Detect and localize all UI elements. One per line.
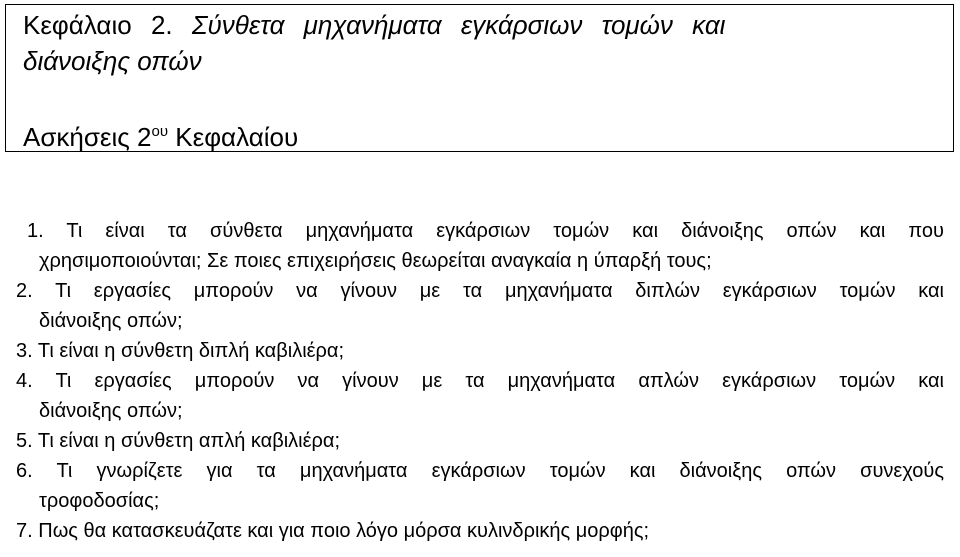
question-number: 6. — [16, 460, 33, 482]
chapter-title-line-1 — [23, 10, 725, 40]
question-line — [16, 366, 944, 396]
chapter-header-box — [5, 4, 954, 152]
question-line — [16, 456, 944, 486]
chapter-number: 2. — [150, 10, 173, 40]
chapter-title-line-2 — [23, 46, 202, 76]
question-item — [16, 276, 944, 336]
question-continuation: χρησιμοποιούνται; Σε ποιες επιχειρήσεις θεωρείται αναγκαία η ύπαρξή τους; — [39, 250, 712, 272]
chapter-label: Κεφάλαιο — [23, 10, 132, 40]
exercises-subtitle — [23, 122, 298, 152]
question-text: Τι είναι η σύνθετη διπλή καβιλιέρα; — [37, 340, 345, 362]
question-text: Πως θα κατασκευάζατε και για ποιο λόγο μόρσα κυλινδρικής μορφής; — [38, 520, 650, 542]
subtitle-suffix: Κεφαλαίου — [175, 122, 299, 152]
question-number: 3. — [16, 340, 33, 362]
question-line — [16, 276, 944, 306]
question-number: 5. — [16, 430, 33, 452]
question-item — [16, 426, 944, 456]
question-text: Τι εργασίες μπορούν να γίνουν με τα μηχανήματα απλών εγκάρσιων τομών και — [55, 370, 944, 392]
question-number: 4. — [16, 370, 33, 392]
question-item — [16, 516, 944, 546]
question-item — [16, 366, 944, 426]
question-text: Τι εργασίες μπορούν να γίνουν με τα μηχανήματα διπλών εγκάρσιων τομών και — [55, 280, 944, 302]
question-text: Τι είναι τα σύνθετα μηχανήματα εγκάρσιων τομών και διάνοιξης οπών και που — [66, 220, 944, 242]
questions-list — [16, 216, 944, 546]
question-text: Τι γνωρίζετε για τα μηχανήματα εγκάρσιων τομών και διάνοιξης οπών συνεχούς — [56, 460, 944, 482]
chapter-title-part-1: Σύνθετα μηχανήματα εγκάρσιων τομών και — [191, 10, 726, 40]
question-number: 2. — [16, 280, 33, 302]
question-continuation: τροφοδοσίας; — [39, 490, 160, 512]
question-number: 1. — [27, 220, 44, 242]
chapter-title-part-2: διάνοιξης οπών — [23, 46, 202, 76]
subtitle-prefix: Ασκήσεις 2 — [23, 122, 152, 152]
question-line — [16, 216, 944, 246]
question-item — [16, 336, 944, 366]
question-continuation: διάνοιξης οπών; — [39, 310, 183, 332]
subtitle-ordinal-suffix: ου — [151, 123, 169, 140]
question-number: 7. — [16, 520, 33, 542]
question-item — [16, 216, 944, 276]
question-text: Τι είναι η σύνθετη απλή καβιλιέρα; — [37, 430, 341, 452]
question-item — [16, 456, 944, 516]
question-continuation: διάνοιξης οπών; — [39, 400, 183, 422]
